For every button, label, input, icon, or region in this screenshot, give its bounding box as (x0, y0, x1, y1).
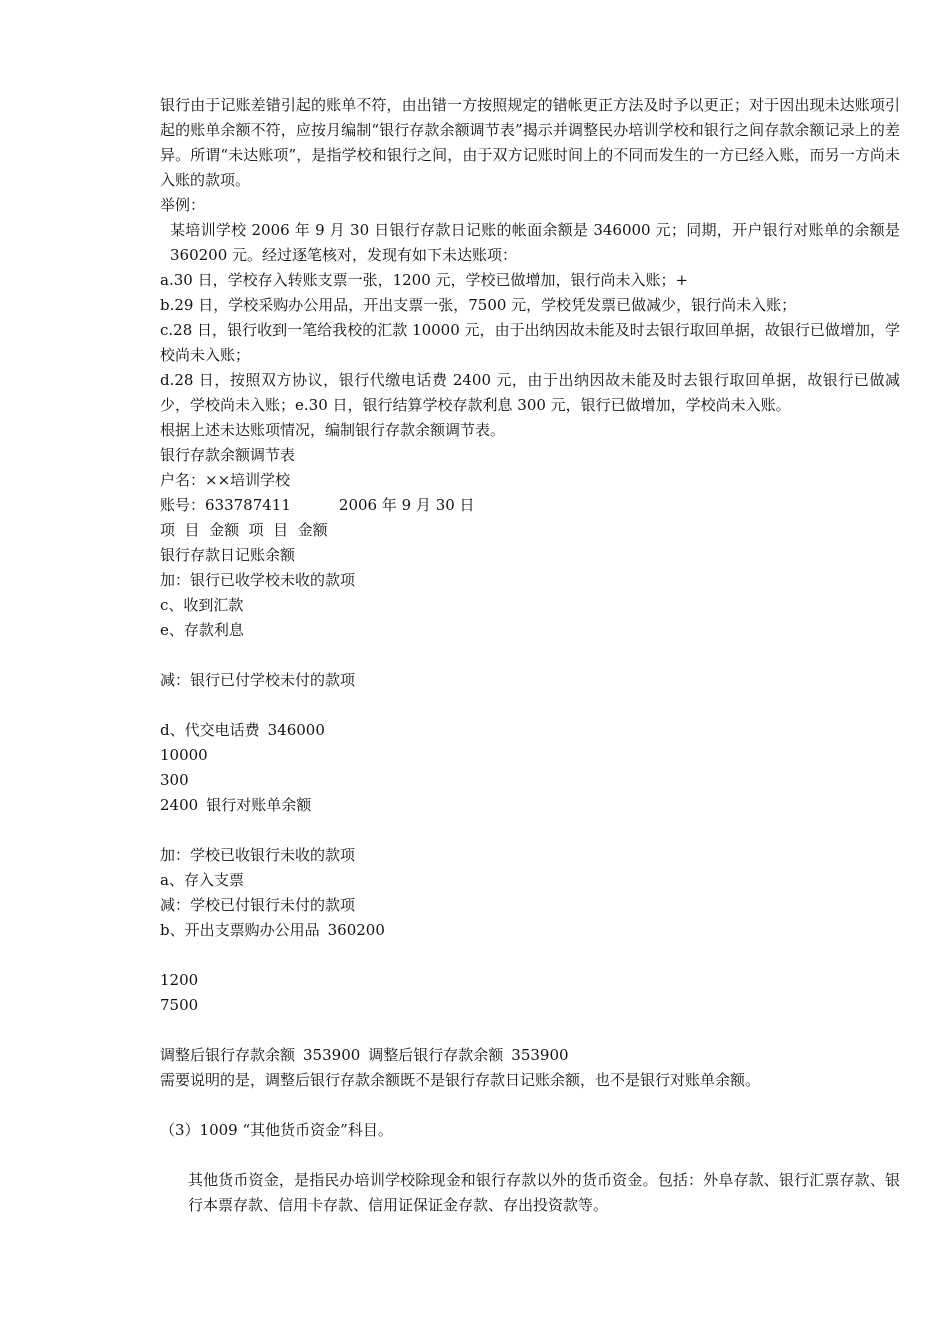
intro-paragraph: 银行由于记账差错引起的账单不符，由出错一方按照规定的错帐更正方法及时予以更正；对于因出现未达账项引起的账单余额不符，应按月编制“银行存款余额调节表”揭示并调整民办培训学校和银行之间存款余额记录上的差异。所谓“未达账项”，是指学校和银行之间，由于双方记账时间上的不同而发生的一方已经入账，而另一方尚未入账的款项。 (160, 96, 900, 189)
value-346000: 346000 (267, 721, 325, 739)
blank-line (160, 693, 900, 718)
table-item-a: a、存入支票 (160, 871, 244, 889)
instruction-text: 根据上述未达账项情况，编制银行存款余额调节表。 (160, 421, 506, 439)
account-name: 户名：××培训学校 (160, 471, 291, 489)
left-sub-label: 减：银行已付学校未付的款项 (160, 671, 356, 689)
table-item-c: c、收到汇款 (160, 596, 244, 614)
blank-line (160, 1018, 900, 1043)
table-item-b: b、开出支票购办公用品 (160, 921, 320, 939)
value-1200: 1200 (160, 971, 199, 989)
table-item-d-row (160, 718, 900, 743)
table-date: 2006 年 9 月 30 日 (338, 496, 475, 514)
right-add-label: 加：学校已收银行未收的款项 (160, 846, 356, 864)
item-b-text: b.29 日，学校采购办公用品，开出支票一张，7500 元，学校凭发票已做减少，银行尚未入账； (160, 296, 797, 314)
document-page (160, 93, 900, 1218)
right-balance-label: 银行对账单余额 (206, 796, 312, 814)
adjusted-left-label: 调整后银行存款余额 (160, 1046, 296, 1064)
value-10000: 10000 (160, 746, 208, 764)
item-a-text: a.30 日，学校存入转账支票一张，1200 元，学校已做增加，银行尚未入账；+ (160, 271, 689, 289)
account-number-row (160, 493, 900, 518)
table-item-d: d、代交电话费 (160, 721, 260, 739)
table-item-b-row (160, 918, 900, 943)
example-heading: 举例： (160, 196, 206, 214)
value-2400-row (160, 793, 900, 818)
note-text: 需要说明的是，调整后银行存款余额既不是银行存款日记账余额，也不是银行对账单余额。 (160, 1071, 761, 1089)
section3-heading: （3）1009 “其他货币资金”科目。 (160, 1121, 393, 1139)
value-7500: 7500 (160, 996, 199, 1014)
item-d-text: d.28 日，按照双方协议，银行代缴电话费 2400 元，由于出纳因故未能及时去银行取回单据，故银行已做减少，学校尚未入账；e.30 日，银行结算学校存款利息 300 元，银行已做增加，学校尚未入账。 (160, 371, 900, 414)
value-2400: 2400 (160, 796, 199, 814)
value-300: 300 (160, 771, 189, 789)
left-balance-label: 银行存款日记账余额 (160, 546, 296, 564)
table-item-e: e、存款利息 (160, 621, 244, 639)
blank-line (160, 1143, 900, 1168)
account-number: 账号：633787411 (160, 496, 291, 514)
right-sub-label: 减：学校已付银行未付的款项 (160, 896, 356, 914)
section3-paragraph: 其他货币资金，是指民办培训学校除现金和银行存款以外的货币资金。包括：外阜存款、银行汇票存款、银行本票存款、信用卡存款、信用证保证金存款、存出投资款等。 (188, 1171, 900, 1214)
adjusted-right-value: 353900 (511, 1046, 569, 1064)
adjusted-balance-row (160, 1043, 900, 1068)
table-title: 银行存款余额调节表 (160, 446, 296, 464)
table-header: 项 目 金额 项 目 金额 (160, 521, 328, 539)
blank-line (160, 1093, 900, 1118)
blank-line (160, 643, 900, 668)
blank-line (160, 818, 900, 843)
left-add-label: 加：银行已收学校未收的款项 (160, 571, 356, 589)
adjusted-right-label: 调整后银行存款余额 (368, 1046, 504, 1064)
item-c-text: c.28 日，银行收到一笔给我校的汇款 10000 元，由于出纳因故未能及时去银行取回单据，故银行已做增加，学校尚未入账； (160, 321, 900, 364)
example-paragraph: 某培训学校 2006 年 9 月 30 日银行存款日记账的帐面余额是 346000 元；同期，开户银行对账单的余额是 360200 元。经过逐笔核对，发现有如下未达账项： (170, 221, 900, 264)
value-360200: 360200 (327, 921, 385, 939)
blank-line (160, 943, 900, 968)
adjusted-left-value: 353900 (303, 1046, 361, 1064)
